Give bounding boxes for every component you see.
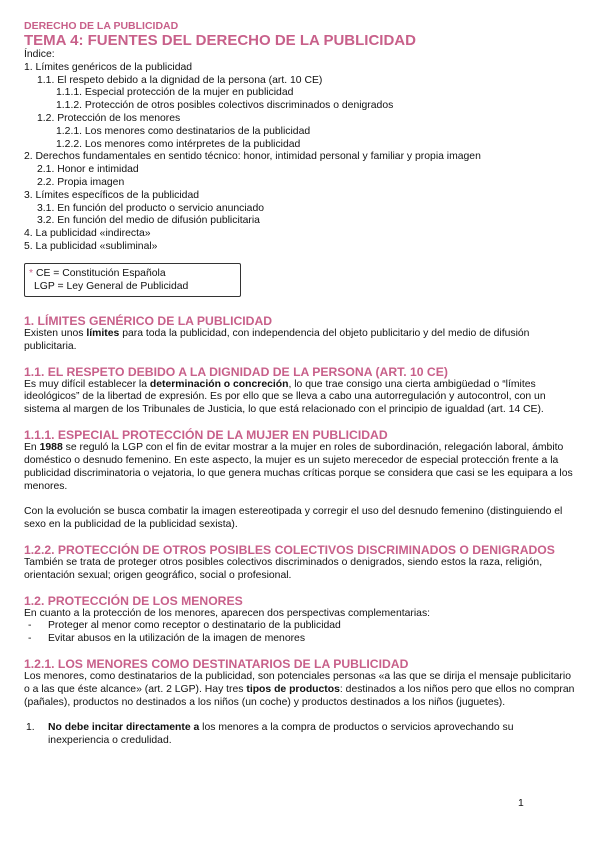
section-paragraph: Existen unos límites para toda la publicidad, con independencia del objeto publicitario y del medio de difusión publicitaria. — [24, 327, 530, 352]
section-heading: 1.1.1. ESPECIAL PROTECCIÓN DE LA MUJER EN PUBLICIDAD — [24, 428, 388, 443]
section-paragraph: En cuanto a la protección de los menores, aparecen dos perspectivas complementarias: — [24, 607, 431, 619]
document-title: TEMA 4: FUENTES DEL DERECHO DE LA PUBLICIDAD — [24, 32, 416, 49]
asterisk-mark: * — [29, 267, 34, 279]
index-entry: 3.2. En función del medio de difusión publicitaria — [37, 215, 260, 227]
document-page — [24, 20, 576, 748]
index-label: Índice: — [24, 49, 55, 60]
course-subject: DERECHO DE LA PUBLICIDAD — [24, 20, 179, 32]
list-item: - Proteger al menor como receptor o destinatario de la publicidad — [28, 620, 341, 632]
section-heading: 1.2. PROTECCIÓN DE LOS MENORES — [24, 593, 243, 608]
numbered-list-item: 1. No debe incitar directamente a los menores a la compra de productos o servicios aprovechando su inexperiencia o credulidad. — [26, 721, 514, 746]
section-heading: 1.2.1. LOS MENORES COMO DESTINATARIOS DE LA PUBLICIDAD — [24, 657, 409, 672]
section-heading: 1. LÍMITES GENÉRICO DE LA PUBLICIDAD — [24, 313, 273, 328]
index-entry: 1.2.2. Los menores como intérpretes de la publicidad — [56, 138, 301, 150]
section-paragraph: Es muy difícil establecer la determinación o concreción, lo que trae consigo una cierta ambigüedad o “límites ideológicos” de la libertad de expresión. Es por ello que se lleva a cabo una autorregulación y autocontrol, con un sistema al margen de los Tribunales de Justicia, lo que está relacionado con el principio de igualdad (art. 14 CE). — [24, 378, 546, 416]
abbreviation-ce: * CE = Constitución Española — [29, 267, 166, 279]
index-entry: 5. La publicidad «subliminal» — [24, 240, 158, 252]
index-entry: 2. Derechos fundamentales en sentido técnico: honor, intimidad personal y familiar y propia imagen — [24, 151, 481, 163]
bullet-dash: - — [28, 620, 32, 632]
bullet-dash: - — [28, 633, 32, 645]
list-item: - Evitar abusos en la utilización de la imagen de menores — [28, 633, 306, 645]
index-entry: 3.1. En función del producto o servicio anunciado — [37, 202, 265, 214]
index-entry: 1.2. Protección de los menores — [37, 112, 181, 124]
table-of-contents — [24, 49, 576, 254]
index-entry: 1.1. El respeto debido a la dignidad de la persona (art. 10 CE) — [37, 74, 323, 86]
abbreviations-box — [24, 263, 241, 297]
index-entry: 4. La publicidad «indirecta» — [24, 228, 151, 240]
index-entry: 2.1. Honor e intimidad — [37, 164, 139, 176]
section-heading: 1.1. EL RESPETO DEBIDO A LA DIGNIDAD DE LA PERSONA (ART. 10 CE) — [24, 364, 448, 379]
index-entry: 1.1.1. Especial protección de la mujer en publicidad — [56, 87, 294, 99]
section-heading: 1.2.2. PROTECCIÓN DE OTROS POSIBLES COLECTIVOS DISCRIMINADOS O DENIGRADOS — [24, 542, 555, 557]
section-paragraph: Con la evolución se busca combatir la imagen estereotipada y corregir el uso del desnudo femenino (distinguiendo el sexo en la publicidad de la publicidad sexista). — [24, 505, 563, 530]
index-entry: 1.2.1. Los menores como destinatarios de la publicidad — [56, 125, 311, 137]
abbreviation-lgp: LGP = Ley General de Publicidad — [34, 280, 189, 292]
section-paragraph: Los menores, como destinatarios de la publicidad, son potenciales personas «a las que se dirija el mensaje publicitario o a las que éste alcance» (art. 2 LGP). Hay tres tipos de productos: destinados a los niños pero que ellos no compran (pañales), productos no destinados a los niños (un coche) y productos destinados a los niños (juguetes). — [24, 671, 575, 709]
page-number: 1 — [518, 798, 524, 809]
index-entry: 3. Límites específicos de la publicidad — [24, 189, 200, 201]
list-number: 1. — [26, 721, 35, 733]
section-paragraph: También se trata de proteger otros posibles colectivos discriminados o denigrados, siendo estos la raza, religión, orientación sexual; origen geográfico, social o profesional. — [24, 556, 543, 581]
index-entry: 2.2. Propia imagen — [37, 176, 125, 188]
index-entry: 1. Límites genéricos de la publicidad — [24, 61, 193, 73]
index-entry: 1.1.2. Protección de otros posibles colectivos discriminados o denigrados — [56, 100, 394, 112]
section-paragraph: En 1988 se reguló la LGP con el fin de evitar mostrar a la mujer en roles de subordinación, relegación laboral, ámbito doméstico o desnudo femenino. En este aspecto, la mujer es un sujeto merecedor de especial protección frente a la publicidad discriminatoria o vejatoria, lo que genera muchas críticas porque se considera que casi se les equipara a los menores. — [24, 442, 573, 492]
